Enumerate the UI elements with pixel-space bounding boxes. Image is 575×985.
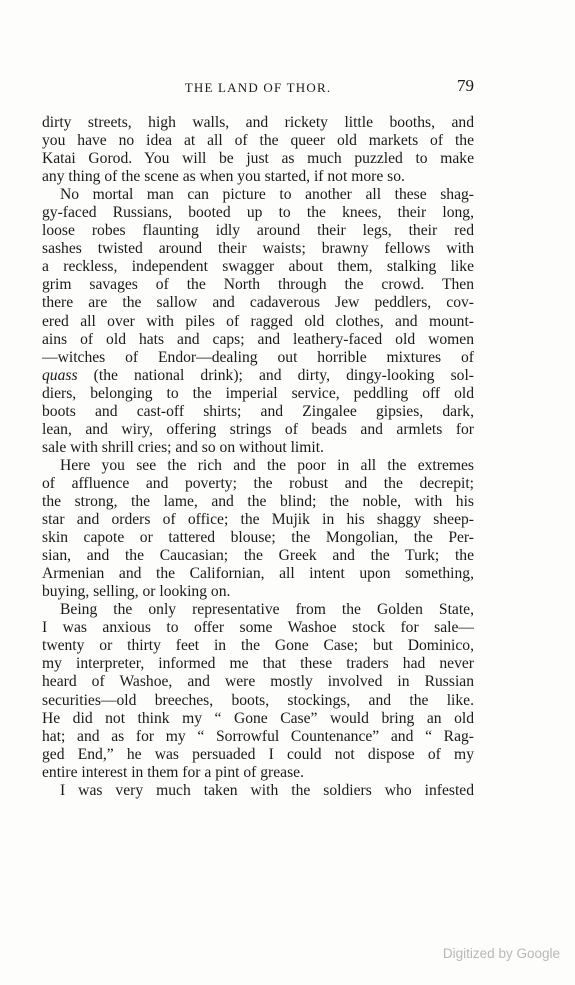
- text-line: Being the only representative from the Golden State,: [60, 601, 474, 619]
- text-line: the strong, the lame, and the blind; the noble, with his: [42, 492, 474, 510]
- text-line: grim savages of the North through the crowd. Then: [42, 276, 474, 294]
- text-line: gy-faced Russians, booted up to the knees, their long,: [42, 204, 474, 222]
- text-line: hat; and as for my “ Sorrowful Countenance” and “ Rag-: [42, 727, 474, 745]
- text-line: diers, belonging to the imperial service, peddling off old: [42, 384, 474, 402]
- text-line: Armenian and the Californian, all intent upon something,: [42, 565, 474, 583]
- text-line: there are the sallow and cadaverous Jew peddlers, cov-: [42, 294, 474, 312]
- text-line: any thing of the scene as when you started, if not more so.: [42, 168, 405, 186]
- text-line: lean, and wiry, offering strings of beads and armlets for: [42, 420, 474, 438]
- text-line: ged End,” he was persuaded I could not dispose of my: [42, 745, 474, 763]
- text-line: you have no idea at all of the queer old markets of the: [42, 132, 474, 150]
- text-line: buying, selling, or looking on.: [42, 583, 231, 601]
- text-line: twenty or thirty feet in the Gone Case; but Dominico,: [42, 637, 474, 655]
- text-line: I was very much taken with the soldiers who infested: [60, 781, 474, 799]
- italic-word: quass: [42, 366, 78, 384]
- text-line: loose robes flaunting idly around their legs, their red: [42, 222, 474, 240]
- text-line: I was anxious to offer some Washoe stock for sale—: [42, 619, 474, 637]
- text-line: boots and cast-off shirts; and Zingalee gipsies, dark,: [42, 402, 474, 420]
- text-line: securities—old breeches, boots, stockings, and the like.: [42, 691, 474, 709]
- text-line: a reckless, independent swagger about them, stalking like: [42, 258, 474, 276]
- text-line: heard of Washoe, and were mostly involved in Russian: [42, 673, 474, 691]
- text-line: He did not think my “ Gone Case” would bring an old: [42, 709, 474, 727]
- text-line: entire interest in them for a pint of grease.: [42, 763, 304, 781]
- text-line: quass (the national drink); and dirty, dingy-looking sol-: [42, 366, 474, 384]
- text-line: sale with shrill cries; and so on without limit.: [42, 438, 324, 456]
- text-line: —witches of Endor—dealing out horrible mixtures of: [42, 348, 474, 366]
- text-line: ains of old hats and caps; and leathery-faced old women: [42, 330, 474, 348]
- text-line: sashes twisted around their waists; brawny fellows with: [42, 240, 474, 258]
- text-line: sian, and the Caucasian; the Greek and the Turk; the: [42, 547, 474, 565]
- running-title: THE LAND OF THOR.: [184, 80, 332, 95]
- text-line: my interpreter, informed me that these traders had never: [42, 655, 474, 673]
- running-head: [42, 76, 474, 98]
- text-line: skin capote or tattered blouse; the Mongolian, the Per-: [42, 529, 474, 547]
- body-text: [42, 114, 474, 800]
- text-line: of affluence and poverty; the robust and the decrepit;: [42, 474, 474, 492]
- text-line: dirty streets, high walls, and rickety little booths, and: [42, 114, 474, 131]
- text-line: Katai Gorod. You will be just as much puzzled to make: [42, 150, 474, 168]
- text-line: star and orders of office; the Mujik in his shaggy sheep-: [42, 511, 474, 529]
- text-line: ered all over with piles of ragged old clothes, and mount-: [42, 312, 474, 330]
- digitized-watermark: Digitized by Google: [442, 946, 560, 961]
- text-line: No mortal man can picture to another all these shag-: [60, 186, 474, 204]
- text-line: Here you see the rich and the poor in all the extremes: [60, 456, 474, 474]
- page-number: 79: [457, 76, 474, 95]
